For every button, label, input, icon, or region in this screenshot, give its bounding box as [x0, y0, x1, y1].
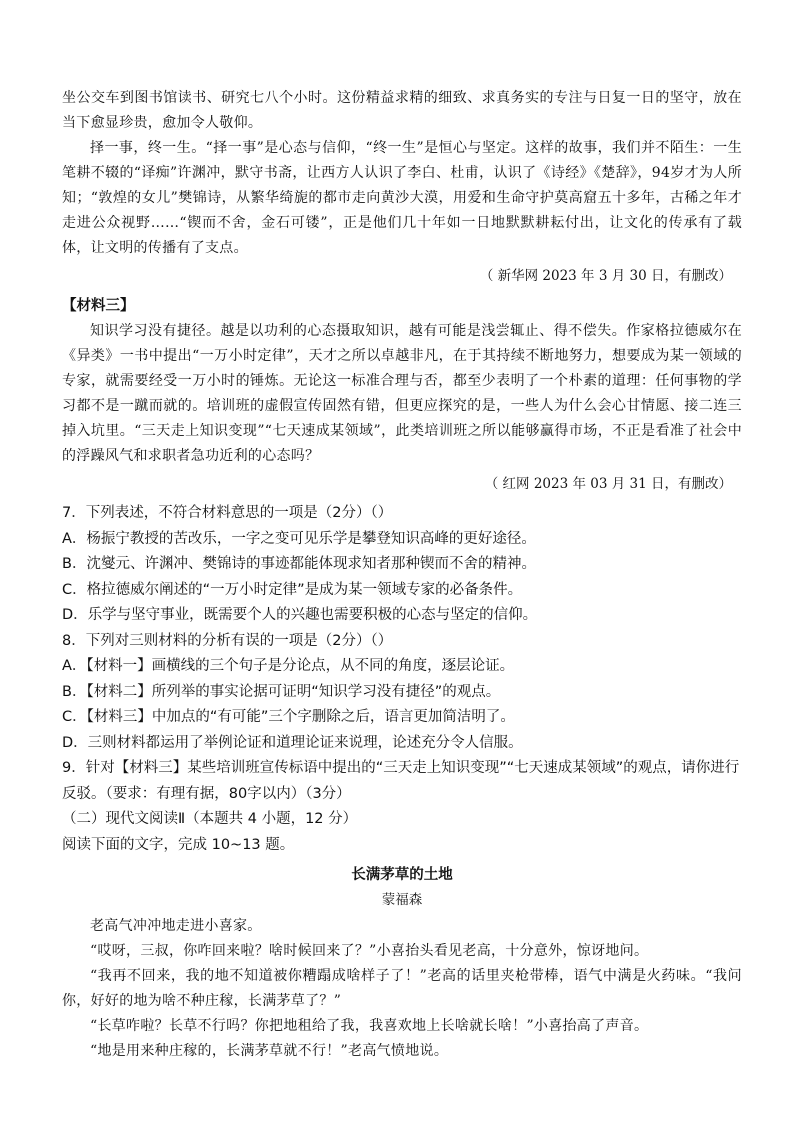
- question-7-option-b: B．沈燮元、许渊冲、樊锦诗的事迹都能体现求知者那种锲而不舍的精神。: [62, 556, 536, 572]
- material3-source: （ 红网 2023 年 03 月 31 日，有删改）: [484, 476, 732, 492]
- material2-source: （ 新华网 2023 年 3 月 30 日，有删改）: [479, 268, 732, 284]
- question-8-option-a: A．【材料一】画横线的三个句子是分论点，从不同的角度，逐层论证。: [62, 658, 515, 674]
- story-author: 蒙福森: [381, 892, 423, 908]
- story-paragraph-4: “长草咋啦？长草不行吗？你把地租给了我，我喜欢地上长啥就长啥！”小喜抬高了声音。: [90, 1018, 649, 1034]
- question-8: 8．下列对三则材料的分析有误的一项是（2分）（）: [62, 632, 393, 649]
- question-7-option-a: A．杨振宁教授的苦改乐，一字之变可见乐学是攀登知识高峰的更好途径。: [62, 530, 536, 547]
- material3-heading: 【材料三】: [62, 298, 135, 314]
- story-paragraph-3: “我再不回来，我的地不知道被你糟蹋成啥样子了！”老高的话里夹枪带棒，语气中满是火药味。“我问你，好好的地为啥不种庄稼，长满茅草了？”: [62, 968, 742, 1009]
- question-7-option-d: D．乐学与坚守事业，既需要个人的兴趣也需要积极的心态与坚定的信仰。: [62, 607, 538, 623]
- question-7: 7．下列表述，不符合材料意思的一项是（2分）（）: [62, 505, 393, 521]
- story-paragraph-1: 老高气冲冲地走进小喜家。: [90, 918, 262, 934]
- material3-paragraph: 知识学习没有捷径。越是以功利的心态摄取知识，越有可能是浅尝辄止、得不偿失。作家格拉德威尔在《异类》一书中提出“一万小时定律”，天才之所以卓越非凡，在于其持续不断地努力，想要成为某一领域的专家，就需要经受一万小时的锤炼。无论这一标准合理与否，都至少表明了一个朴素的道理：任何事物的学习都不是一蹴而就的。培训班的虚假宣传固然有错，但更应探究的是，一些人为什么会心甘情愿、接二连三掉入坑里。“三天走上知识变现”“七天速成某领域”，此类培训班之所以能够赢得市场，不正是看准了社会中的浮躁风气和求职者急功近利的心态吗？: [62, 323, 742, 464]
- material2-paragraph-2: 择一事，终一生。“择一事”是心态与信仰，“终一生”是恒心与坚定。这样的故事，我们并不陌生：一生笔耕不辍的“译痴”许渊冲，默守书斋，让西方人认识了李白、杜甫，认识了《诗经》《楚辞》，94岁才为人所知；“敦煌的女儿”樊锦诗，从繁华绮旎的都市走向黄沙大漠，用爱和生命守护莫高窟五十多年，古稀之年才走进公众视野……“锲而不舍，金石可镂”，正是他们几十年如一日地默默耕耘付出，让文化的传承有了载体，让文明的传播有了支点。: [62, 140, 742, 256]
- section-heading: （二）现代文阅读Ⅱ（本题共 4 小题，12 分）: [62, 811, 358, 827]
- question-7-option-c: C．格拉德威尔阐述的“一万小时定律”是成为某一领域专家的必备条件。: [62, 581, 523, 598]
- question-9: 9．针对【材料三】某些培训班宣传标语中提出的“三天走上知识变现”“七天速成某领域”的观点，请你进行反驳。（要求：有理有据，80字以内）（3分）: [62, 760, 740, 802]
- question-8-option-d: D．三则材料都运用了举例论证和道理论证来说理，论述充分令人信服。: [62, 734, 523, 751]
- question-8-option-c: C．【材料三】中加点的“有可能”三个字删除之后，语言更加简洁明了。: [62, 709, 515, 725]
- material2-paragraph-1: 坐公交车到图书馆读书、研究七八个小时。这份精益求精的细致、求真务实的专注与日复一日的坚守，放在当下愈显珍贵，愈加令人敬仰。: [62, 90, 742, 131]
- story-paragraph-2: “哎呀，三叔，你咋回来啦？啥时候回来了？”小喜抬头看见老高，十分意外，惊讶地问。: [90, 943, 649, 959]
- story-title: 长满茅草的土地: [351, 867, 453, 883]
- document-page: [62, 86, 742, 1064]
- story-paragraph-5: “地是用来种庄稼的，长满茅草就不行！”老高气愤地说。: [90, 1043, 449, 1059]
- reading-instruction: 阅读下面的文字，完成 10~13 题。: [62, 836, 295, 853]
- question-8-option-b: B．【材料二】所列举的事实论据可证明“知识学习没有捷径”的观点。: [62, 683, 501, 700]
